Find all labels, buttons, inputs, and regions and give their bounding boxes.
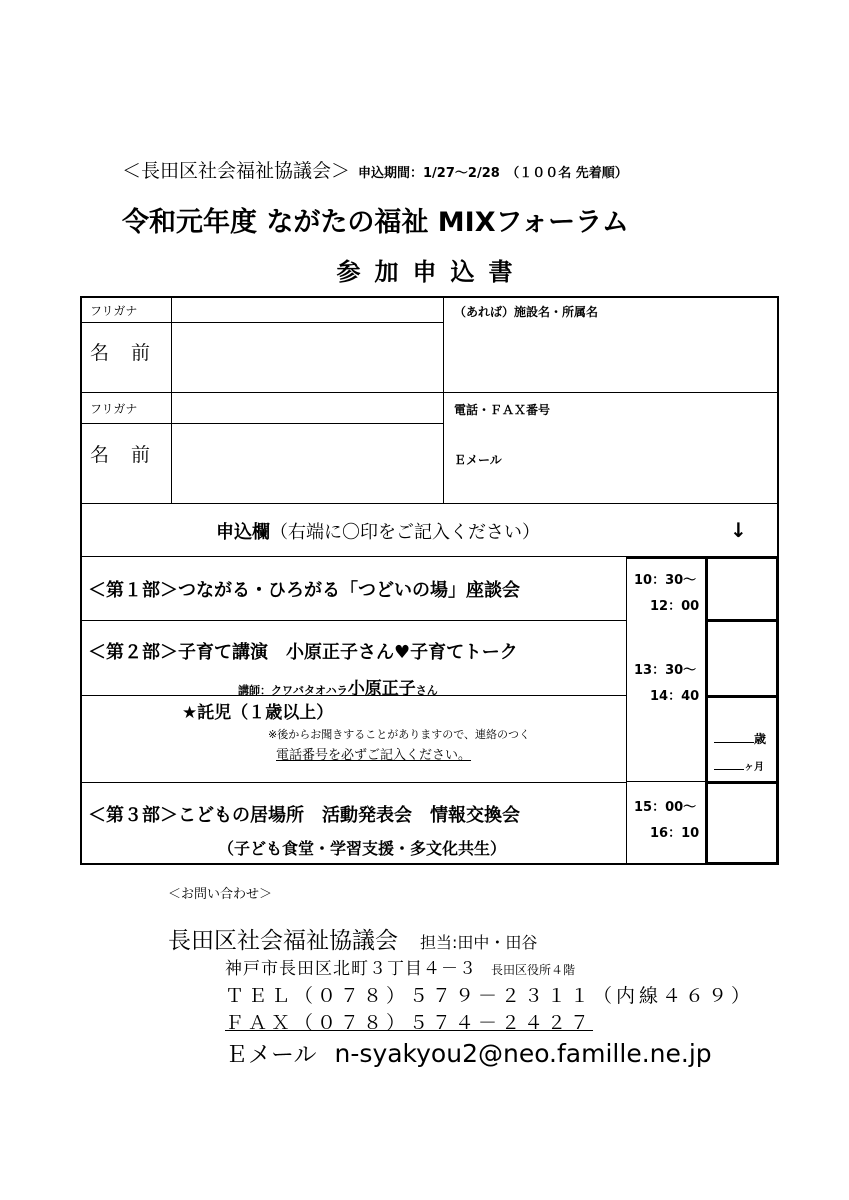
contact-address-line bbox=[225, 954, 575, 979]
session-3-title: ＜第３部＞こどもの居場所 活動発表会 情報交換会 bbox=[88, 805, 520, 826]
session-2-checkbox[interactable] bbox=[708, 622, 776, 695]
session-1-title: ＜第１部＞つながる・ひろがる「つどいの場」座談会 bbox=[88, 580, 520, 601]
page-title: 令和元年度 ながたの福祉 MIXフォーラム bbox=[122, 207, 629, 238]
contact-org: 長田区社会福祉協議会 bbox=[168, 928, 398, 954]
contact-address-note: 長田区役所４階 bbox=[491, 963, 576, 977]
childcare-label: ★託児（１歳以上） bbox=[182, 703, 334, 723]
application-period: 申込期間：1/27～2/28 （１００名 先着順） bbox=[358, 166, 628, 181]
phone-fax-label: 電話・ＦＡＸ番号 bbox=[454, 403, 551, 417]
session-2-time-end: 14：40 bbox=[650, 689, 700, 704]
session-1-time-end: 12：00 bbox=[650, 599, 700, 614]
contact-heading: ＜お問い合わせ＞ bbox=[168, 887, 273, 902]
apply-label: 申込欄 bbox=[216, 522, 270, 543]
session-1-time-start: 10：30～ bbox=[634, 573, 697, 588]
lecturer-name: 小原正子 bbox=[347, 679, 416, 699]
session-2-time-start: 13：30～ bbox=[634, 663, 697, 678]
session-2-lecturer bbox=[238, 674, 438, 699]
session-2-title: ＜第２部＞子育て講演 小原正子さん♥子育てトーク bbox=[88, 642, 518, 663]
session-3-subtitle: （子ども食堂・学習支援・多文化共生） bbox=[218, 839, 507, 858]
facility-field[interactable] bbox=[444, 320, 777, 392]
apply-instruction bbox=[216, 518, 540, 544]
furigana-label-1: フリガナ bbox=[90, 304, 138, 318]
header-line bbox=[122, 156, 628, 183]
session-1-checkbox[interactable] bbox=[708, 559, 776, 619]
name-label-2: 名前 bbox=[90, 444, 173, 466]
contact-fax: ＦＡＸ（０７８）５７４－２４２７ bbox=[225, 1012, 594, 1034]
organizer-name: ＜長田区社会福祉協議会＞ bbox=[122, 160, 351, 182]
session-3-time-end: 16：10 bbox=[650, 826, 700, 841]
child-age-months-field[interactable] bbox=[714, 758, 764, 773]
down-arrow-icon: ↓ bbox=[730, 518, 747, 542]
apply-note: （右端に〇印をご記入ください） bbox=[270, 522, 540, 543]
email-label: Ｅメール bbox=[454, 453, 502, 467]
childcare-note-2: 電話番号を必ずご記入ください。 bbox=[276, 748, 472, 763]
facility-label: （あれば）施設名・所属名 bbox=[454, 305, 599, 319]
furigana-field-2[interactable] bbox=[172, 393, 443, 423]
months-label: ヶ月 bbox=[744, 762, 764, 773]
furigana-label-2: フリガナ bbox=[90, 402, 138, 416]
lecturer-suffix: さん bbox=[415, 684, 438, 697]
lecturer-prefix: 講師：クワバタオハラ bbox=[238, 684, 348, 697]
name-field-2[interactable] bbox=[172, 424, 443, 503]
contact-email[interactable]: n-syakyou2@neo.famille.ne.jp bbox=[334, 1039, 712, 1068]
child-age-years-field[interactable] bbox=[714, 730, 766, 747]
session-3-checkbox[interactable] bbox=[708, 784, 776, 862]
contact-org-line bbox=[168, 922, 537, 955]
contact-address: 神戸市長田区北町３丁目４－３ bbox=[225, 959, 477, 979]
session-3-time-start: 15：00～ bbox=[634, 800, 697, 815]
years-label: 歳 bbox=[754, 732, 767, 746]
contact-email-line bbox=[225, 1036, 712, 1069]
name-field-1[interactable] bbox=[172, 323, 443, 392]
contact-tel: ＴＥＬ（０７８）５７９－２３１１（内線４６９） bbox=[225, 985, 755, 1007]
contact-staff: 担当:田中・田谷 bbox=[420, 933, 538, 952]
name-label-1: 名前 bbox=[90, 342, 173, 364]
furigana-field-1[interactable] bbox=[172, 298, 443, 322]
childcare-note-1: ※後からお聞きすることがありますので、連絡のつく bbox=[268, 728, 530, 741]
form-title: 参加申込書 bbox=[336, 258, 527, 286]
contact-email-label: Ｅメール bbox=[225, 1042, 317, 1068]
